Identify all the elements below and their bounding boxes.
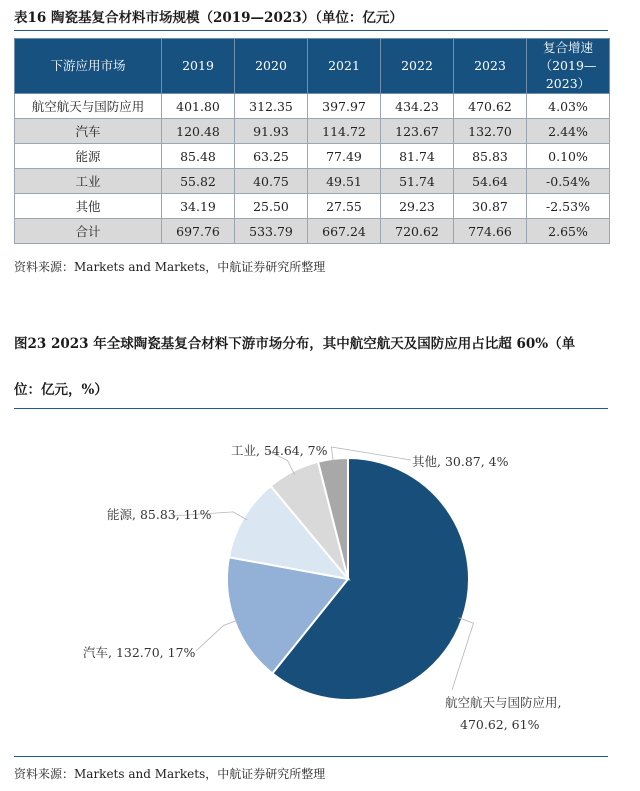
cell-value: 114.72 [308, 119, 381, 144]
cell-value: 533.79 [235, 219, 308, 244]
pie-label-other: 其他, 30.87, 4% [412, 454, 509, 469]
figure-title-line2: 位：亿元，%） [14, 382, 108, 398]
table-source-note: 资料来源：Markets and Markets，中航证券研究所整理 [14, 260, 326, 274]
cell-value: 85.48 [162, 144, 235, 169]
cell-value: 49.51 [308, 169, 381, 194]
cell-value: 397.97 [308, 94, 381, 119]
cell-value: 27.55 [308, 194, 381, 219]
table-row [15, 94, 610, 119]
cell-growth: 4.03% [527, 94, 610, 119]
row-name: 能源 [15, 144, 162, 169]
figure-bottom-rule [14, 756, 608, 757]
header-year-2021: 2021 [308, 39, 381, 94]
cell-value: 34.19 [162, 194, 235, 219]
cell-value: 77.49 [308, 144, 381, 169]
table-row [15, 194, 610, 219]
cell-value: 312.35 [235, 94, 308, 119]
table-row [15, 144, 610, 169]
cell-value: 720.62 [381, 219, 454, 244]
cell-value: 85.83 [454, 144, 527, 169]
cell-value: 123.67 [381, 119, 454, 144]
header-year-2020: 2020 [235, 39, 308, 94]
row-name: 航空航天与国防应用 [15, 94, 162, 119]
table-header-row [15, 39, 610, 94]
cell-value: 81.74 [381, 144, 454, 169]
cell-growth: -0.54% [527, 169, 610, 194]
cell-growth: 2.44% [527, 119, 610, 144]
header-growth-line1: 复合增速 [542, 40, 593, 55]
cell-value: 697.76 [162, 219, 235, 244]
table-title: 表16 陶瓷基复合材料市场规模（2019—2023）（单位：亿元） [14, 10, 403, 26]
row-name: 汽车 [15, 119, 162, 144]
cell-value: 29.23 [381, 194, 454, 219]
cell-value: 25.50 [235, 194, 308, 219]
header-year-2019: 2019 [162, 39, 235, 94]
cell-value: 54.64 [454, 169, 527, 194]
cell-growth: -2.53% [527, 194, 610, 219]
cell-value: 40.75 [235, 169, 308, 194]
cell-value: 51.74 [381, 169, 454, 194]
table-title-rule [14, 30, 608, 31]
pie-label-industrial: 工业, 54.64, 7% [231, 443, 328, 458]
cell-growth: 0.10% [527, 144, 610, 169]
cell-value: 55.82 [162, 169, 235, 194]
pie-slice-automotive-leader [196, 620, 238, 651]
cell-value: 132.70 [454, 119, 527, 144]
header-year-2022: 2022 [381, 39, 454, 94]
header-growth-line2: （2019—2023） [539, 58, 597, 91]
header-market: 下游应用市场 [15, 39, 162, 94]
cell-value: 91.93 [235, 119, 308, 144]
row-name: 其他 [15, 194, 162, 219]
cell-value: 401.80 [162, 94, 235, 119]
pie-label-energy: 能源, 85.83, 11% [107, 507, 212, 522]
pie-slices [227, 458, 469, 700]
cell-growth: 2.65% [527, 219, 610, 244]
figure-source-note: 资料来源：Markets and Markets，中航证券研究所整理 [14, 767, 326, 781]
pie-label-automotive: 汽车, 132.70, 17% [83, 645, 196, 660]
cell-value: 63.25 [235, 144, 308, 169]
row-name: 合计 [15, 219, 162, 244]
table-row [15, 169, 610, 194]
cell-value: 667.24 [308, 219, 381, 244]
pie-chart [0, 410, 640, 755]
table-row [15, 119, 610, 144]
figure-title-line1: 图23 2023 年全球陶瓷基复合材料下游市场分布，其中航空航天及国防应用占比超 60%（单 [14, 336, 576, 352]
pie-label-aerospace-line2: 470.62, 61% [460, 717, 540, 732]
row-name: 工业 [15, 169, 162, 194]
market-size-table [14, 38, 610, 244]
cell-value: 774.66 [454, 219, 527, 244]
header-growth [527, 39, 610, 94]
cell-value: 120.48 [162, 119, 235, 144]
cell-value: 30.87 [454, 194, 527, 219]
header-year-2023: 2023 [454, 39, 527, 94]
table-total-row [15, 219, 610, 244]
cell-value: 434.23 [381, 94, 454, 119]
figure-title-rule [14, 408, 608, 409]
cell-value: 470.62 [454, 94, 527, 119]
pie-label-aerospace-line1: 航空航天与国防应用, [445, 695, 562, 710]
